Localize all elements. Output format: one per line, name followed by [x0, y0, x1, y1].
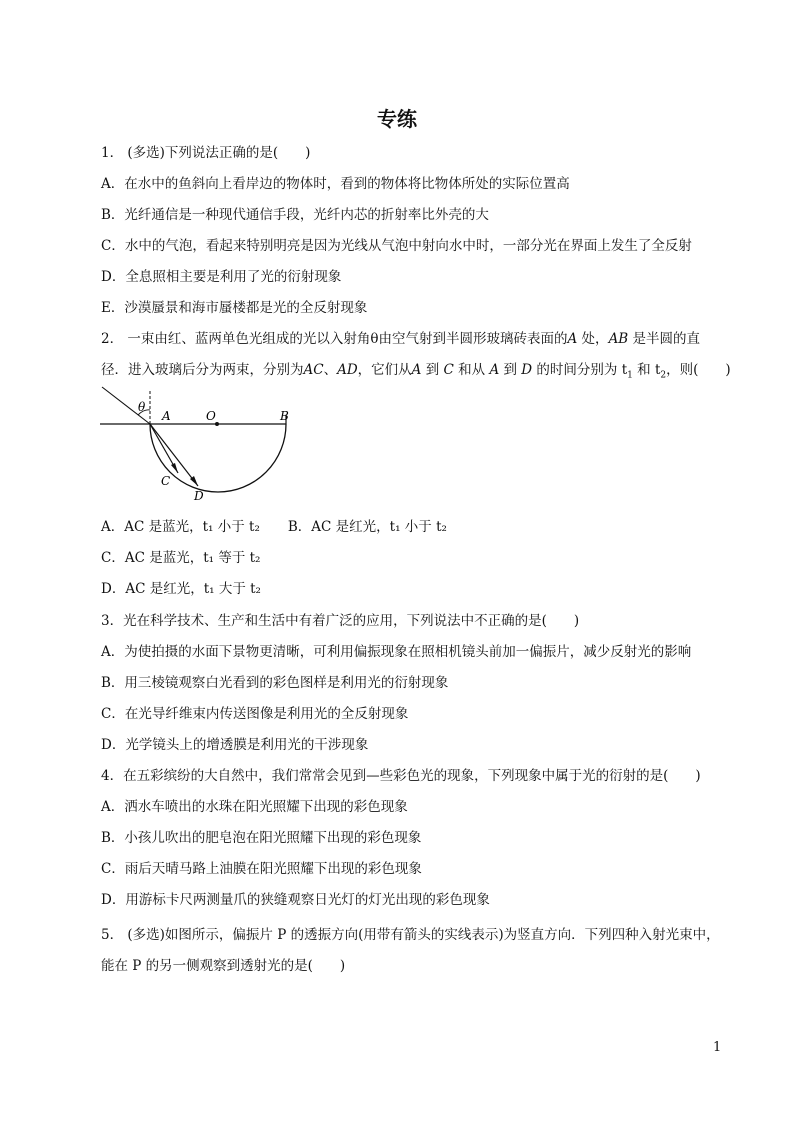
label-b: B: [280, 409, 289, 423]
page-number: 1: [713, 1040, 722, 1055]
q1-option-c: C．水中的气泡，看起来特别明亮是因为光线从气泡中射向水中时，一部分光在界面上发生了全反射: [101, 238, 692, 254]
q3-option-c: C．在光导纤维束内传送图像是利用光的全反射现象: [101, 706, 409, 722]
q1-option-b: B．光纤通信是一种现代通信手段，光纤内芯的折射率比外壳的大: [101, 207, 489, 223]
label-o: O: [206, 409, 216, 423]
label-d: D: [194, 489, 204, 503]
label-theta: θ: [138, 400, 146, 414]
q1-stem: 1． (多选)下列说法正确的是( ): [101, 145, 311, 161]
q3-option-a: A．为使拍摄的水面下景物更清晰，可利用偏振现象在照相机镜头前加一偏振片，减少反射光的影响: [101, 644, 692, 660]
q2-options-ab: [101, 518, 447, 536]
label-a: A: [162, 409, 171, 423]
q2-option-b: B．AC 是红光，t₁ 小于 t₂: [287, 519, 447, 535]
q3-option-b: B．用三棱镜观察白光看到的彩色图样是利用光的衍射现象: [101, 675, 449, 691]
q1-option-e: E．沙漠蜃景和海市蜃楼都是光的全反射现象: [101, 300, 368, 316]
q2-option-c: C．AC 是蓝光，t₁ 等于 t₂: [101, 550, 261, 566]
page-title: 专练: [377, 107, 417, 131]
q4-option-a: A．洒水车喷出的水珠在阳光照耀下出现的彩色现象: [101, 799, 408, 815]
q3-option-d: D．光学镜头上的增透膜是利用光的干涉现象: [101, 737, 369, 753]
q4-stem: 4．在五彩缤纷的大自然中，我们常常会见到—些彩色光的现象，下列现象中属于光的衍射的是( ): [101, 768, 701, 784]
q1-option-d: D．全息照相主要是利用了光的衍射现象: [101, 269, 342, 285]
q3-stem: 3．光在科学技术、生产和生活中有着广泛的应用，下列说法中不正确的是( ): [101, 613, 580, 629]
q2-stem-line1: 2． 一束由红、蓝两单色光组成的光以入射角θ由空气射到半圆形玻璃砖表面的A 处，AB 是半圆的直: [101, 331, 701, 347]
label-c: C: [161, 474, 171, 488]
semicircle-glass-figure: [98, 385, 298, 503]
q2-stem-line2: 径．进入玻璃后分为两束，分别为AC、AD，它们从A 到 C 和从 A 到 D 的时间分别为 $t_1$ 和 $t_2$，则( ): [101, 362, 731, 381]
q1-option-a: A．在水中的鱼斜向上看岸边的物体时，看到的物体将比物体所处的实际位置高: [101, 176, 570, 192]
q5-stem-line1: 5． (多选)如图所示，偏振片 P 的透振方向(用带有箭头的实线表示)为竖直方向．下列四种入射光束中，: [101, 927, 720, 943]
q4-option-c: C．雨后天晴马路上油膜在阳光照耀下出现的彩色现象: [101, 861, 422, 877]
q4-option-d: D．用游标卡尺两测量爪的狭缝观察日光灯的灯光出现的彩色现象: [101, 892, 490, 908]
q2-option-a: A．AC 是蓝光，t₁ 小于 t₂: [101, 519, 260, 535]
q2-option-d: D．AC 是红光，t₁ 大于 t₂: [101, 581, 261, 597]
q4-option-b: B．小孩儿吹出的肥皂泡在阳光照耀下出现的彩色现象: [101, 830, 422, 846]
q5-stem-line2: 能在 P 的另一侧观察到透射光的是( ): [101, 958, 346, 974]
